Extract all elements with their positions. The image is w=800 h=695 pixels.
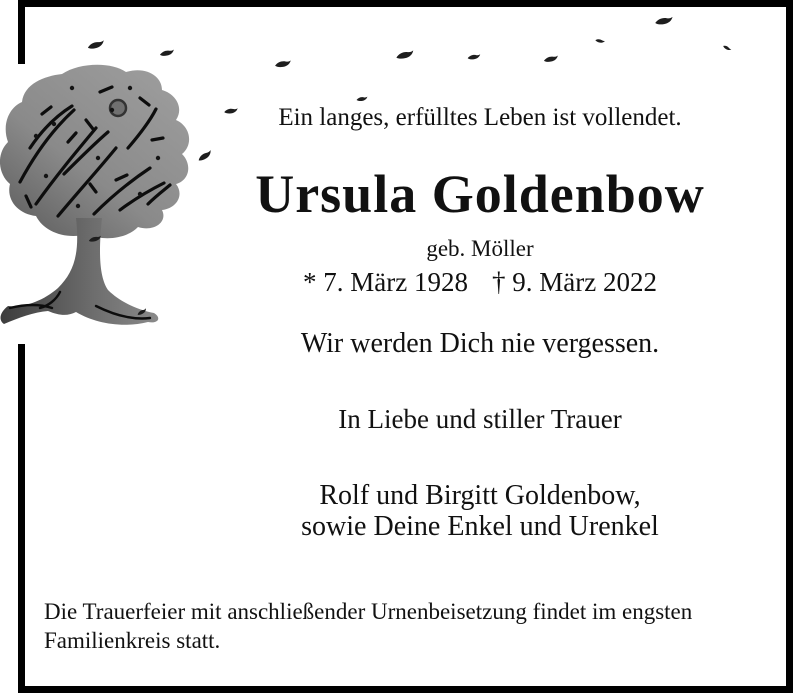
life-dates — [160, 267, 800, 298]
deceased-name: Ursula Goldenbow — [255, 164, 705, 224]
mourners-line: sowie Deine Enkel und Urenkel — [301, 511, 659, 542]
mourners-line: Rolf und Birgitt Goldenbow, — [319, 480, 641, 511]
funeral-info-block — [44, 597, 774, 655]
funeral-info-line: Die Trauerfeier mit anschließender Urnenbeisetzung findet im engsten — [44, 599, 693, 624]
epigraph-line: Ein langes, erfülltes Leben ist vollendet. — [278, 104, 682, 131]
mourners-block — [160, 480, 800, 542]
remembrance-line: Wir werden Dich nie vergessen. — [300, 328, 660, 359]
closing-line: In Liebe und stiller Trauer — [338, 404, 622, 434]
death-date: † 9. März 2022 — [492, 267, 657, 297]
tree-trunk — [1, 218, 159, 325]
funeral-info-line: Familienkreis statt. — [44, 628, 221, 653]
maiden-name: geb. Möller — [426, 236, 534, 261]
birth-date: * 7. März 1928 — [303, 267, 468, 297]
